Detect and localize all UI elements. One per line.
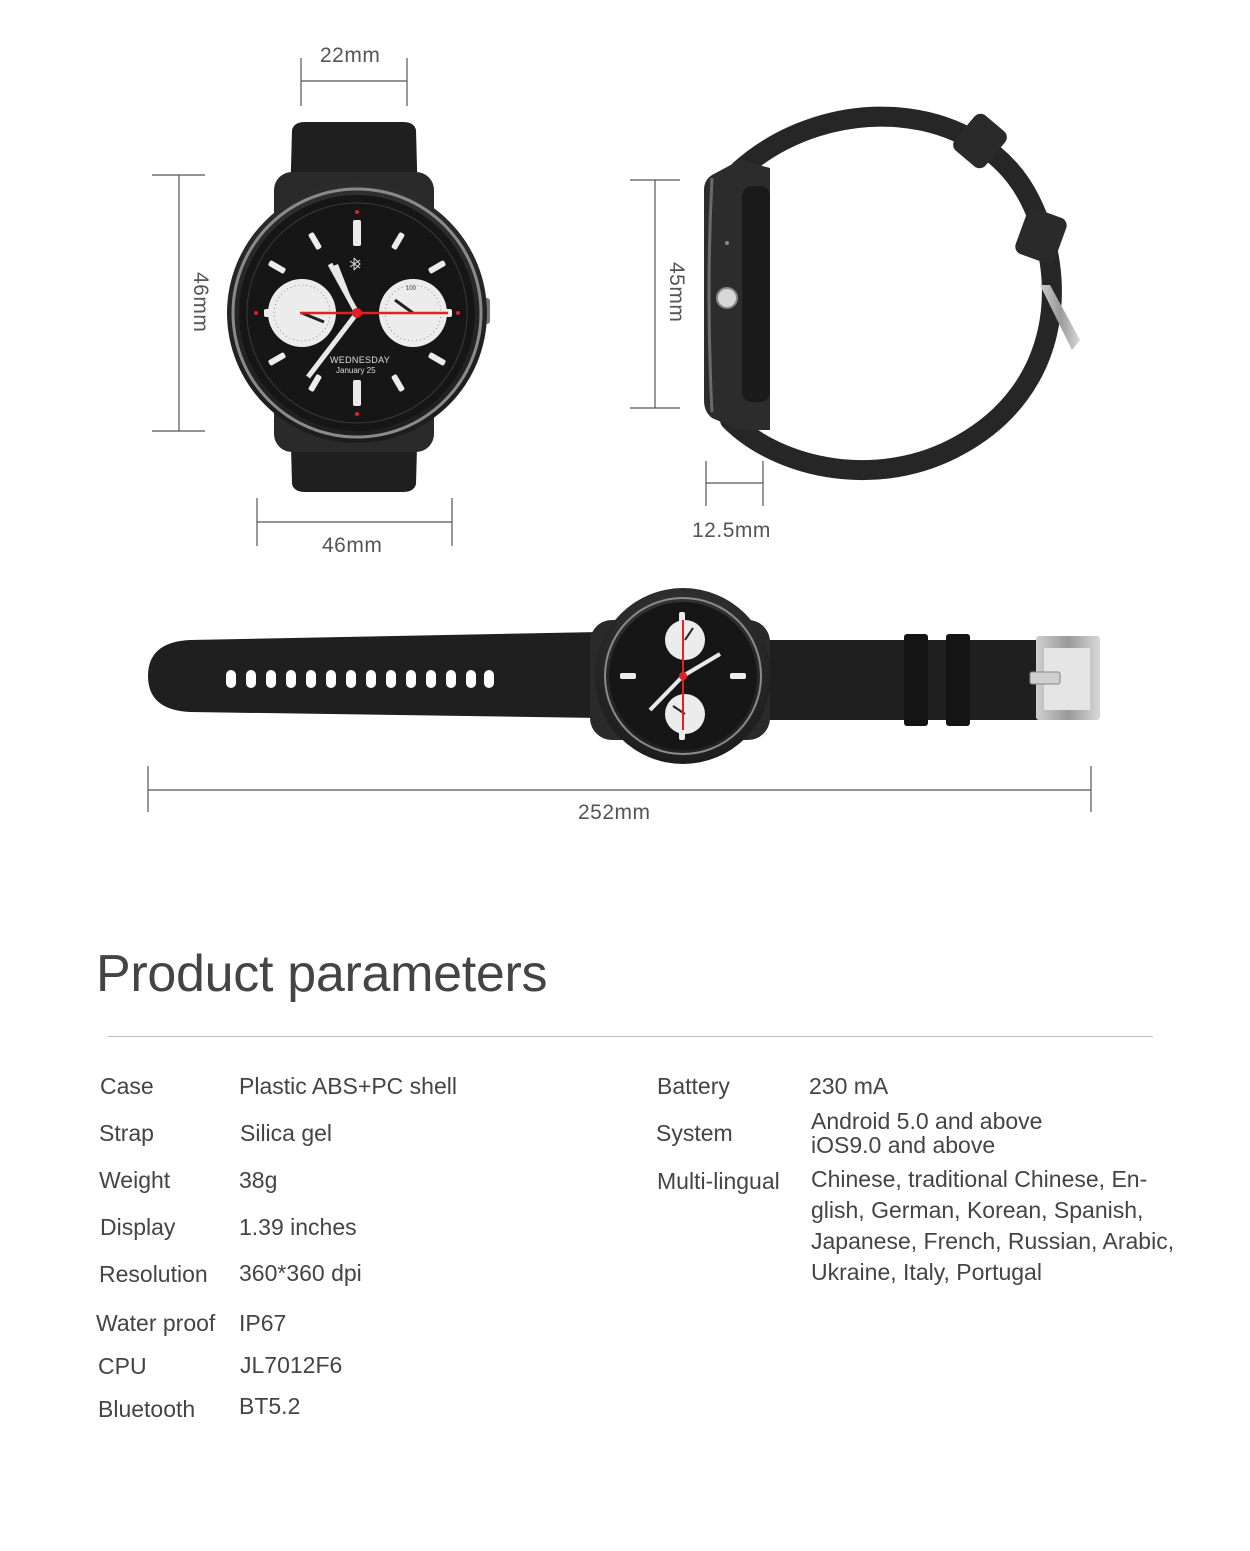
param-label-strap: Strap [99,1120,154,1146]
param-value-resolution: 360*360 dpi [239,1260,362,1286]
param-label-display: Display [100,1214,176,1240]
param-value-battery: 230 mA [809,1073,889,1099]
param-value-system-line1: Android 5.0 and above [811,1108,1043,1134]
param-value-display: 1.39 inches [239,1214,357,1240]
param-label-resolution: Resolution [99,1261,208,1287]
dim-side-height-label: 45mm [665,262,688,323]
dim-top-width-label: 22mm [320,44,381,67]
param-value-system-line2: iOS9.0 and above [811,1132,996,1158]
param-label-weight: Weight [99,1167,171,1193]
param-value-cpu: JL7012F6 [240,1352,343,1378]
section-divider [108,1036,1153,1037]
param-value-waterproof: IP67 [239,1310,287,1336]
param-label-cpu: CPU [98,1353,147,1379]
dim-front-height-label: 46mm [189,272,212,333]
param-value-strap: Silica gel [240,1120,333,1146]
watch-face-day: WEDNESDAY [330,355,391,365]
param-label-case: Case [100,1073,154,1099]
param-label-bluetooth: Bluetooth [98,1396,196,1422]
dim-total-length-label: 252mm [578,801,651,824]
param-label-multilingual: Multi-lingual [657,1168,780,1194]
param-value-bluetooth: BT5.2 [239,1393,301,1419]
front-view-watch [227,122,490,492]
section-title: Product parameters [96,945,548,1003]
dim-front-width-label: 46mm [322,534,383,557]
dim-side-thickness-label: 12.5mm [692,519,771,542]
param-value-case: Plastic ABS+PC shell [239,1073,457,1099]
flat-view-watch [148,588,1100,764]
watch-face-date: January 25 [336,366,376,375]
param-label-waterproof: Water proof [96,1310,216,1336]
param-value-weight: 38g [239,1167,278,1193]
side-view-watch [704,111,1080,471]
subdial-steps-label: 100 [406,286,417,292]
param-label-battery: Battery [657,1073,730,1099]
param-value-multilingual: Chinese, traditional Chinese, En-glish, German, Korean, Spanish, Japanese, French, Russian, Arabic, Ukraine, Italy, Portugal [811,1166,1175,1285]
param-label-system: System [656,1120,733,1146]
